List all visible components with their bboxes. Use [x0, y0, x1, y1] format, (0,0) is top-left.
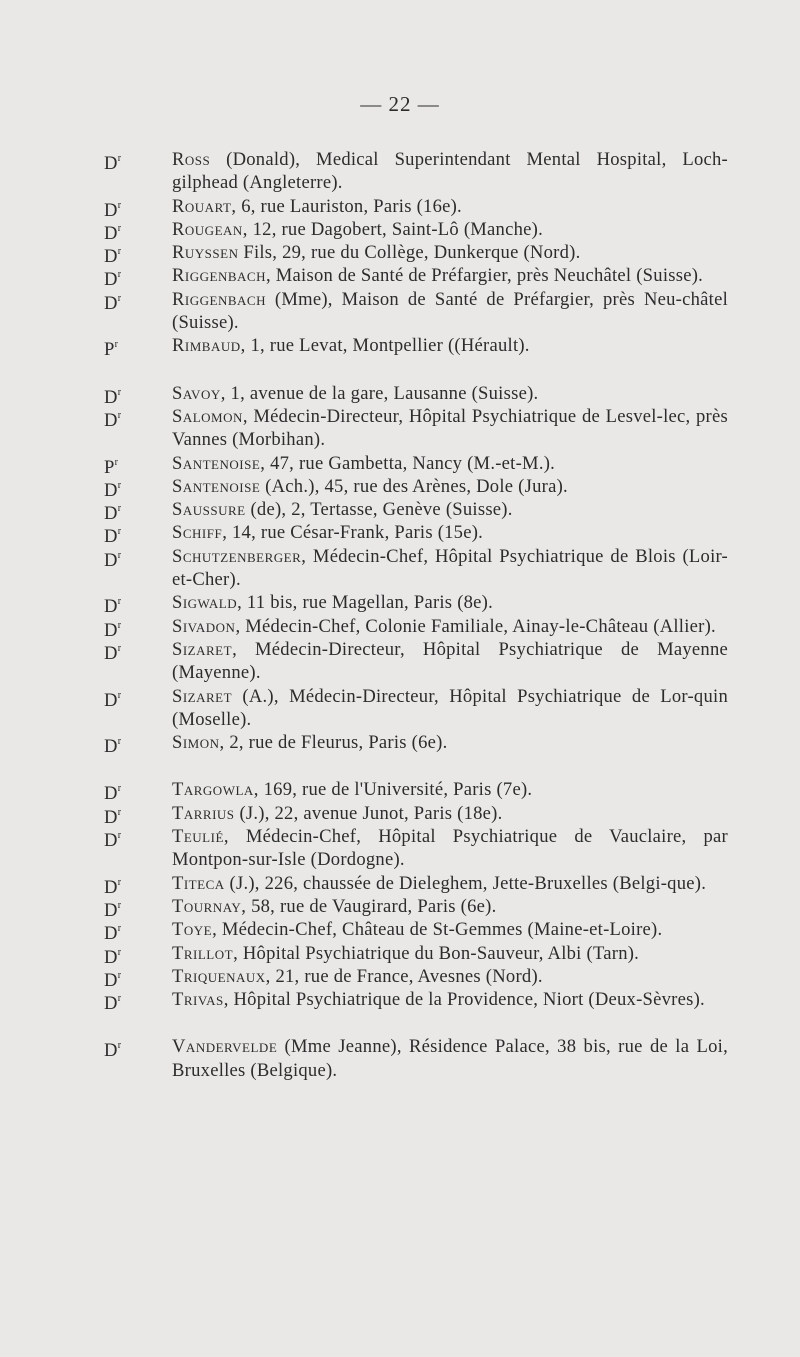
- entry-address: , Maison de Santé de Préfargier, près Neuchâtel (Suisse).: [265, 265, 704, 287]
- title-letter: D: [104, 643, 118, 665]
- entry-address: , Hôpital Psychiatrique du Bon-Sauveur, Albi (Tarn).: [233, 942, 640, 964]
- directory-entry: [104, 218, 728, 245]
- entry-name: Santenoise: [172, 452, 261, 474]
- title-superscript: r: [117, 783, 122, 795]
- entry-title: [104, 825, 121, 852]
- title-letter: D: [104, 806, 118, 828]
- entry-name: Riggenbach: [172, 288, 266, 310]
- title-superscript: r: [117, 269, 122, 281]
- title-letter: P: [104, 456, 115, 478]
- title-superscript: r: [114, 456, 119, 468]
- entry-title: [104, 685, 121, 712]
- entry-name: Trillot: [172, 942, 234, 964]
- entry-title: [104, 545, 121, 572]
- entry-name: Savoy: [172, 382, 221, 404]
- entry-address: , 11 bis, rue Magellan, Paris (8e).: [237, 592, 494, 614]
- title-superscript: r: [117, 153, 122, 164]
- page-number: — 22 —: [360, 92, 440, 116]
- entry-name: Saussure: [172, 499, 246, 521]
- title-letter: D: [104, 876, 118, 898]
- entry-name: Sivadon: [172, 615, 236, 637]
- directory-entry: [104, 475, 728, 502]
- entry-title: [104, 638, 121, 665]
- entry-group: [104, 1035, 728, 1082]
- entry-name: Ruyssen: [172, 242, 239, 264]
- directory-entry: [104, 942, 728, 968]
- title-letter: P: [104, 339, 115, 361]
- title-letter: D: [104, 946, 118, 968]
- entry-address: , 2, rue de Fleurus, Paris (6e).: [219, 732, 448, 754]
- entry-address: , 169, rue de l'Université, Paris (7e).: [253, 779, 533, 801]
- entry-address: (de), 2, Tertasse, Genève (Suisse).: [245, 499, 513, 521]
- title-letter: D: [104, 292, 118, 314]
- entry-address: , 21, rue de France, Avesnes (Nord).: [265, 965, 543, 987]
- title-superscript: r: [117, 409, 122, 421]
- title-superscript: r: [117, 1040, 122, 1052]
- entry-address: (Mme Jeanne), Résidence Palace, 38 bis, rue de la Loi, Bruxelles (Belgique).: [172, 1036, 728, 1081]
- directory-entry: [104, 264, 728, 291]
- entry-address: , Médecin-Directeur, Hôpital Psychiatrique de Mayenne (Mayenne).: [172, 638, 728, 684]
- directory-entry: [104, 148, 728, 195]
- entry-address: (A.), Médecin-Directeur, Hôpital Psychiatrique de Lor-quin (Moselle).: [172, 685, 728, 730]
- directory-entry: [104, 965, 728, 991]
- directory-entry: [104, 988, 728, 1015]
- entry-address: , 12, rue Dagobert, Saint-Lô (Manche).: [242, 218, 543, 240]
- entry-group: [104, 148, 728, 361]
- title-superscript: r: [117, 222, 122, 234]
- entry-name: Teulié: [172, 826, 224, 848]
- entry-address: , Médecin-Chef, Hôpital Psychiatrique de Vauclaire, par Montpon-sur-Isle (Dordogne).: [172, 826, 728, 871]
- entry-title: [104, 988, 121, 1015]
- entry-name: Ross: [172, 149, 211, 170]
- entry-name: Schiff: [172, 522, 223, 544]
- directory-entry: [104, 872, 728, 898]
- entry-name: Triquenaux: [172, 965, 266, 987]
- title-superscript: r: [117, 806, 122, 818]
- entry-name: Trivas: [172, 989, 224, 1011]
- entry-name: Rougean: [172, 218, 243, 240]
- title-superscript: r: [117, 830, 122, 842]
- title-superscript: r: [117, 923, 122, 935]
- directory-entry: [104, 382, 728, 408]
- title-superscript: r: [117, 876, 122, 888]
- title-superscript: r: [117, 969, 122, 981]
- entry-name: Salomon: [172, 405, 243, 427]
- entry-title: [104, 405, 121, 432]
- entry-name: Titeca: [172, 872, 225, 894]
- entry-title: [104, 334, 118, 361]
- entry-address: (Ach.), 45, rue des Arènes, Dole (Jura).: [260, 475, 568, 497]
- title-letter: D: [104, 549, 118, 571]
- entry-name: Rimbaud: [172, 335, 241, 357]
- entry-group: [104, 382, 728, 758]
- directory-entry: [104, 825, 728, 872]
- title-superscript: r: [117, 642, 122, 654]
- title-letter: D: [104, 410, 118, 432]
- directory-entry: [104, 545, 728, 592]
- entry-address: (Mme), Maison de Santé de Préfargier, près Neu-châtel (Suisse).: [172, 288, 728, 334]
- title-letter: D: [104, 830, 118, 852]
- title-superscript: r: [117, 386, 122, 398]
- entry-name: Tarrius: [172, 802, 235, 824]
- entry-name: Targowla: [172, 779, 254, 801]
- directory-entry: [104, 615, 728, 641]
- title-letter: D: [104, 1040, 118, 1062]
- title-letter: D: [104, 246, 118, 268]
- title-letter: D: [104, 386, 118, 408]
- entry-address: Fils, 29, rue du Collège, Dunkerque (Nord).: [238, 242, 581, 264]
- directory-entry: [104, 405, 728, 452]
- directory-entry: [104, 802, 728, 828]
- entry-name: Simon: [172, 732, 220, 754]
- directory-entry: [104, 195, 728, 221]
- entry-address: (J.), 226, chaussée de Dieleghem, Jette-Bruxelles (Belgi-que).: [224, 872, 707, 894]
- directory-entry: [104, 452, 728, 478]
- title-letter: D: [104, 900, 118, 922]
- directory-entry: [104, 895, 728, 922]
- title-letter: D: [104, 223, 118, 245]
- title-superscript: r: [117, 199, 122, 211]
- entry-name: Tournay: [172, 895, 242, 917]
- title-superscript: r: [117, 526, 122, 538]
- entry-address: , 1, rue Levat, Montpellier ((Hérault).: [240, 335, 530, 357]
- entry-address: (Donald), Medical Superintendant Mental Hospital, Loch-gilphead (Angleterre).: [172, 149, 728, 194]
- title-superscript: r: [117, 993, 122, 1005]
- entry-address: , Médecin-Directeur, Hôpital Psychiatrique de Lesvel-lec, près Vannes (Morbihan).: [172, 405, 728, 451]
- directory-entry: [104, 591, 728, 618]
- title-letter: D: [104, 269, 118, 291]
- title-letter: D: [104, 596, 118, 618]
- entry-address: , 1, avenue de la gare, Lausanne (Suisse).: [220, 382, 539, 404]
- title-superscript: r: [117, 619, 122, 631]
- entry-address: , 58, rue de Vaugirard, Paris (6e).: [241, 895, 497, 917]
- title-letter: D: [104, 993, 118, 1015]
- title-letter: D: [104, 736, 118, 758]
- entry-address: , Médecin-Chef, Hôpital Psychiatrique de Blois (Loir-et-Cher).: [172, 545, 728, 591]
- title-letter: D: [104, 783, 118, 805]
- title-superscript: r: [117, 899, 122, 911]
- entry-address: , 6, rue Lauriston, Paris (16e).: [231, 195, 462, 217]
- entry-name: Vandervelde: [172, 1036, 278, 1058]
- entry-title: [104, 731, 121, 758]
- entry-title: [104, 148, 121, 175]
- entry-address: , Médecin-Chef, Colonie Familiale, Ainay-le-Château (Allier).: [235, 615, 716, 637]
- title-letter: D: [104, 153, 118, 175]
- title-letter: D: [104, 969, 118, 991]
- directory-entry: [104, 778, 728, 805]
- directory-entry: [104, 731, 728, 758]
- title-superscript: r: [117, 549, 122, 561]
- entry-title: [104, 1035, 121, 1062]
- entry-address: (J.), 22, avenue Junot, Paris (18e).: [234, 802, 503, 824]
- directory-entry: [104, 521, 728, 548]
- title-superscript: r: [117, 292, 122, 304]
- title-superscript: r: [117, 479, 122, 491]
- title-superscript: r: [117, 503, 122, 515]
- entry-title: [104, 288, 121, 315]
- entry-address: , 14, rue César-Frank, Paris (15e).: [222, 522, 484, 544]
- title-letter: D: [104, 526, 118, 548]
- directory-list: [104, 148, 728, 1106]
- title-letter: D: [104, 619, 118, 641]
- title-letter: D: [104, 923, 118, 945]
- directory-entry: [104, 638, 728, 685]
- entry-name: Sizaret: [172, 638, 233, 660]
- entry-name: Rouart: [172, 195, 232, 217]
- entry-address: , Médecin-Chef, Château de St-Gemmes (Maine-et-Loire).: [212, 919, 663, 941]
- directory-entry: [104, 334, 728, 361]
- entry-name: Toye: [172, 919, 213, 941]
- title-superscript: r: [117, 736, 122, 748]
- entry-name: Sigwald: [172, 592, 238, 614]
- entry-name: Schutzenberger: [172, 545, 302, 567]
- entry-name: Riggenbach: [172, 265, 266, 287]
- title-superscript: r: [114, 339, 119, 351]
- directory-entry: [104, 241, 728, 268]
- title-letter: D: [104, 503, 118, 525]
- directory-entry: [104, 918, 728, 945]
- title-letter: D: [104, 480, 118, 502]
- title-superscript: r: [117, 596, 122, 608]
- title-superscript: r: [117, 946, 122, 958]
- title-letter: D: [104, 199, 118, 221]
- directory-entry: [104, 498, 728, 525]
- entry-address: , Hôpital Psychiatrique de la Providence, Niort (Deux-Sèvres).: [223, 989, 705, 1011]
- title-superscript: r: [117, 689, 122, 701]
- directory-entry: [104, 288, 728, 335]
- entry-group: [104, 778, 728, 1015]
- title-letter: D: [104, 689, 118, 711]
- entry-name: Santenoise: [172, 475, 261, 497]
- entry-address: , 47, rue Gambetta, Nancy (M.-et-M.).: [260, 452, 556, 474]
- directory-entry: [104, 685, 728, 732]
- entry-name: Sizaret: [172, 685, 233, 707]
- title-superscript: r: [117, 246, 122, 258]
- directory-entry: [104, 1035, 728, 1082]
